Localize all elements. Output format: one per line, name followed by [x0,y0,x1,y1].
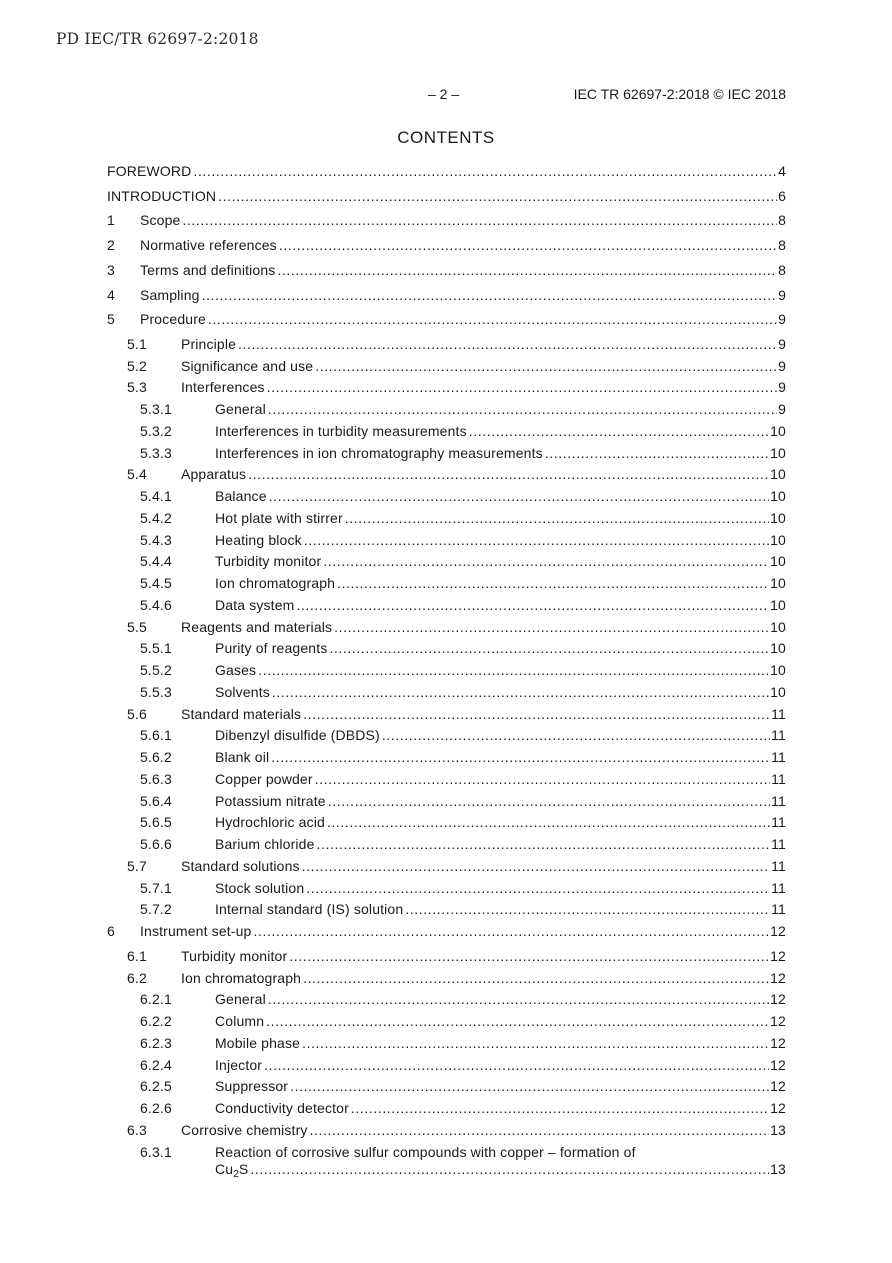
toc-entry-page: 9 [778,379,786,396]
leader-dots [218,186,777,206]
toc-entry[interactable] [107,812,786,832]
toc-entry[interactable] [107,186,786,206]
leader-dots [317,834,771,854]
toc-entry[interactable] [107,551,786,571]
toc-entry-page: 8 [778,237,786,254]
leader-dots [329,638,769,658]
toc-entry-title: Stock solution [215,879,305,896]
toc-entry-page: 9 [778,286,786,303]
toc-entry-title: Barium chloride [215,836,315,853]
toc-entry-number: 6.2.2 [140,1013,172,1030]
toc-entry-title: Standard materials [181,705,302,722]
toc-entry-number: 6.2 [127,969,147,986]
toc-entry-title: Solvents [215,683,270,700]
toc-entry-number: 5.1 [127,335,147,352]
leader-dots [182,210,777,230]
toc-entry-number: 5.6.4 [140,792,172,809]
page-number: – 2 – [428,86,460,102]
leader-dots [337,573,769,593]
leader-dots [279,235,777,255]
leader-dots [382,725,770,745]
leader-dots [254,921,770,941]
toc-entry-number: 5.4.2 [140,509,172,526]
toc-entry-page: 12 [770,1034,786,1051]
leader-dots [302,856,770,876]
toc-entry-number: 5.6.2 [140,749,172,766]
toc-entry-page: 11 [771,814,786,831]
toc-entry-page: 10 [770,444,786,461]
toc-entry-page: 12 [770,1013,786,1030]
toc-entry-page: 10 [770,575,786,592]
toc-entry-number: 5.5 [127,618,147,635]
toc-entry[interactable] [107,334,786,354]
leader-dots [208,309,777,329]
toc-entry-title: Potassium nitrate [215,792,326,809]
toc-entry-title: Corrosive chemistry [181,1121,308,1138]
toc-entry-title: Balance [215,488,267,505]
leader-dots [315,769,770,789]
toc-entry-page: 12 [770,1078,786,1095]
toc-entry-title: Standard solutions [181,857,300,874]
toc-entry-page: 11 [771,857,786,874]
toc-entry-title: Conductivity detector [215,1100,349,1117]
toc-entry-page: 10 [770,466,786,483]
leader-dots [302,1033,769,1053]
toc-entry[interactable] [107,1011,786,1031]
toc-entry[interactable] [107,573,786,593]
toc-entry-page: 12 [770,1100,786,1117]
leader-dots [545,443,769,463]
toc-entry-title: Gases [215,662,257,679]
toc-entry-number: 5 [107,311,115,328]
toc-entry-title: Ion chromatograph [215,575,336,592]
leader-dots [289,946,769,966]
toc-entry-title: Internal standard (IS) solution [215,901,404,918]
leader-dots [310,1120,770,1140]
toc-entry-title: Column [215,1013,265,1030]
toc-entry-title: Interferences in turbidity measurements [215,422,467,439]
leader-dots [306,878,770,898]
toc-entry-number: 5.5.3 [140,683,172,700]
document-reference: IEC TR 62697-2:2018 © IEC 2018 [573,86,786,102]
toc-entry-title: Reaction of corrosive sulfur compounds with copper – formation of [215,1143,636,1160]
toc-entry-title: Interferences [181,379,265,396]
toc-entry-title: Procedure [140,311,206,328]
toc-entry-number: 5.4.5 [140,575,172,592]
leader-dots [351,1098,769,1118]
toc-entry-number: 4 [107,286,115,303]
leader-dots [303,704,770,724]
toc-entry-title: Mobile phase [215,1034,301,1051]
leader-dots [328,791,770,811]
toc-entry-page: 8 [778,261,786,278]
toc-entry-number: 5.5.1 [140,640,172,657]
leader-dots [268,399,777,419]
document-id: PD IEC/TR 62697-2:2018 [56,30,259,48]
toc-entry[interactable] [107,1098,786,1118]
toc-entry-number: 6.2.1 [140,991,172,1008]
leader-dots [405,899,770,919]
toc-entry-page: 4 [778,163,786,179]
formula-prefix: Cu [215,1160,234,1177]
toc-entry[interactable] [107,968,786,988]
toc-entry-page: 6 [778,187,786,204]
toc-entry-page: 10 [770,596,786,613]
toc-entry[interactable] [107,617,786,637]
leader-dots [345,508,769,528]
leader-dots [248,464,769,484]
toc-entry-title: General [215,991,266,1008]
toc-entry-page: 11 [771,836,786,853]
toc-entry-number: 5.6.5 [140,814,172,831]
leader-dots [303,968,769,988]
toc-entry[interactable] [107,377,786,397]
formula-subscript: 2 [233,1168,239,1179]
leader-dots [238,334,777,354]
toc-entry-title: Principle [181,335,237,352]
toc-entry[interactable] [107,530,786,550]
leader-dots [334,617,769,637]
toc-entry-page: 11 [771,705,786,722]
leader-dots [264,1055,769,1075]
toc-entry-page: 13 [770,1160,786,1177]
toc-entry[interactable] [107,769,786,789]
leader-dots [272,682,769,702]
toc-entry-title: Apparatus [181,466,247,483]
toc-entry-title: Hydrochloric acid [215,814,325,831]
toc-entry[interactable] [107,210,786,230]
toc-entry-page: 12 [770,947,786,964]
leader-dots [277,260,777,280]
toc-entry-number: 2 [107,237,115,254]
toc-entry-page: 10 [770,531,786,548]
toc-entry-number: 6.1 [127,947,147,964]
toc-entry-page: 12 [770,923,786,940]
toc-entry-number: 6.2.6 [140,1100,172,1117]
leader-dots [304,530,769,550]
toc-entry[interactable] [107,660,786,680]
toc-entry-number: 6 [107,923,115,940]
toc-entry-number: 5.7.2 [140,901,172,918]
toc-entry-title: Turbidity monitor [181,947,288,964]
toc-entry-title: General [215,401,266,418]
toc-entry-page: 9 [778,357,786,374]
toc-entry-page: 10 [770,553,786,570]
toc-entry-number: 5.4 [127,466,147,483]
toc-entry-title: Reagents and materials [181,618,333,635]
formula-suffix: S [238,1160,249,1177]
toc-entry-title: Turbidity monitor [215,553,322,570]
toc-entry-title: Data system [215,596,295,613]
toc-entry-number: 5.3 [127,379,147,396]
toc-entry[interactable] [107,1055,786,1075]
leader-dots [250,1159,769,1179]
toc-entry-title: FOREWORD [107,163,192,179]
toc-entry[interactable] [107,946,786,966]
toc-entry-title: Heating block [215,531,302,548]
toc-entry-title: Significance and use [181,357,314,374]
leader-dots [290,1076,769,1096]
leader-dots [268,989,769,1009]
toc-entry-title: Scope [140,212,181,229]
toc-entry[interactable] [107,899,786,919]
toc-entry[interactable] [107,725,786,745]
toc-entry[interactable] [107,399,786,419]
toc-entry-number: 5.4.6 [140,596,172,613]
toc-entry-number: 5.3.1 [140,401,172,418]
toc-entry-number: 5.6 [127,705,147,722]
toc-entry-title: Ion chromatograph [181,969,302,986]
toc-entry-number: 6.2.3 [140,1034,172,1051]
toc-entry-page: 12 [770,1056,786,1073]
toc-entry-title: Purity of reagents [215,640,328,657]
toc-entry-number: 5.6.3 [140,770,172,787]
leader-dots [469,421,769,441]
toc-entry-title-continued [215,1159,250,1179]
toc-entry-title: Terms and definitions [140,261,276,278]
toc-entry-number: 5.5.2 [140,662,172,679]
toc-entry[interactable] [107,260,786,280]
toc-entry[interactable] [107,791,786,811]
toc-entry-page: 11 [771,792,786,809]
toc-entry[interactable] [107,464,786,484]
toc-entry-number: 3 [107,261,115,278]
toc-entry-number: 5.2 [127,357,147,374]
toc-entry[interactable] [107,443,786,463]
toc-entry[interactable] [107,1033,786,1053]
toc-entry[interactable] [107,309,786,329]
leader-dots [202,285,777,305]
toc-entry-title: Blank oil [215,749,270,766]
toc-entry[interactable] [107,638,786,658]
toc-entry[interactable] [107,704,786,724]
leader-dots [315,356,777,376]
leader-dots [266,1011,769,1031]
toc-entry-page: 12 [770,969,786,986]
toc-entry-title: Sampling [140,286,200,303]
toc-entry-title: Suppressor [215,1078,289,1095]
toc-entry-title: Interferences in ion chromatography measurements [215,444,543,461]
toc-entry[interactable] [107,421,786,441]
toc-entry[interactable] [107,595,786,615]
toc-entry-number: 1 [107,212,115,229]
toc-entry-number: 5.6.1 [140,727,172,744]
toc-entry-number: 6.2.4 [140,1056,172,1073]
toc-entry[interactable] [107,1076,786,1096]
toc-entry-page: 13 [770,1121,786,1138]
toc-entry[interactable] [107,356,786,376]
toc-entry-page: 10 [770,422,786,439]
toc-entry-page: 11 [771,749,786,766]
toc-entry-page: 11 [771,727,786,744]
toc-entry[interactable] [107,747,786,767]
toc-entry-title: Injector [215,1056,263,1073]
toc-entry-page: 12 [770,991,786,1008]
toc-entry[interactable] [107,1120,786,1140]
toc-entry[interactable] [107,486,786,506]
leader-dots [271,747,770,767]
toc-entry-number: 6.2.5 [140,1078,172,1095]
toc-entry-page: 10 [770,640,786,657]
toc-entry-title: INTRODUCTION [107,187,217,204]
toc-entry[interactable] [107,682,786,702]
toc-entry[interactable] [107,1142,786,1179]
toc-entry-number: 5.3.3 [140,444,172,461]
toc-entry[interactable] [107,834,786,854]
toc-entry-number: 6.3 [127,1121,147,1138]
leader-dots [258,660,769,680]
toc-entry-number: 5.4.1 [140,488,172,505]
toc-entry-title: Dibenzyl disulfide (DBDS) [215,727,380,744]
toc-entry-page: 9 [778,311,786,328]
leader-dots [267,377,777,397]
toc-entry-title: Instrument set-up [140,923,252,940]
toc-entry[interactable] [107,508,786,528]
toc-entry-number: 5.7.1 [140,879,172,896]
toc-entry-page: 11 [771,879,786,896]
toc-entry[interactable] [107,285,786,305]
toc-entry-page: 10 [770,683,786,700]
toc-entry-page: 11 [771,770,786,787]
toc-entry-number: 5.6.6 [140,836,172,853]
toc-entry-number: 6.3.1 [140,1143,172,1160]
toc-entry-page: 10 [770,488,786,505]
toc-entry-title: Normative references [140,237,277,254]
toc-entry-number: 5.4.4 [140,553,172,570]
toc-entry[interactable] [107,878,786,898]
leader-dots [323,551,769,571]
toc-entry-title: Hot plate with stirrer [215,509,343,526]
toc-entry-page: 10 [770,509,786,526]
toc-entry-page: 11 [771,901,786,918]
toc-entry-page: 10 [770,618,786,635]
toc-entry-page: 9 [778,335,786,352]
toc-entry-page: 9 [778,401,786,418]
toc-entry[interactable] [107,856,786,876]
leader-dots [269,486,769,506]
toc-entry[interactable] [107,161,786,181]
toc-entry-page: 8 [778,212,786,229]
toc-entry-number: 5.4.3 [140,531,172,548]
leader-dots [327,812,770,832]
toc-entry[interactable] [107,989,786,1009]
toc-entry-page: 10 [770,662,786,679]
toc-entry-number: 5.7 [127,857,147,874]
page-title: CONTENTS [397,128,495,147]
leader-dots [296,595,769,615]
toc-entry-number: 5.3.2 [140,422,172,439]
toc-entry[interactable] [107,235,786,255]
toc-entry-title: Copper powder [215,770,313,787]
toc-entry[interactable] [107,921,786,941]
leader-dots [193,161,777,181]
